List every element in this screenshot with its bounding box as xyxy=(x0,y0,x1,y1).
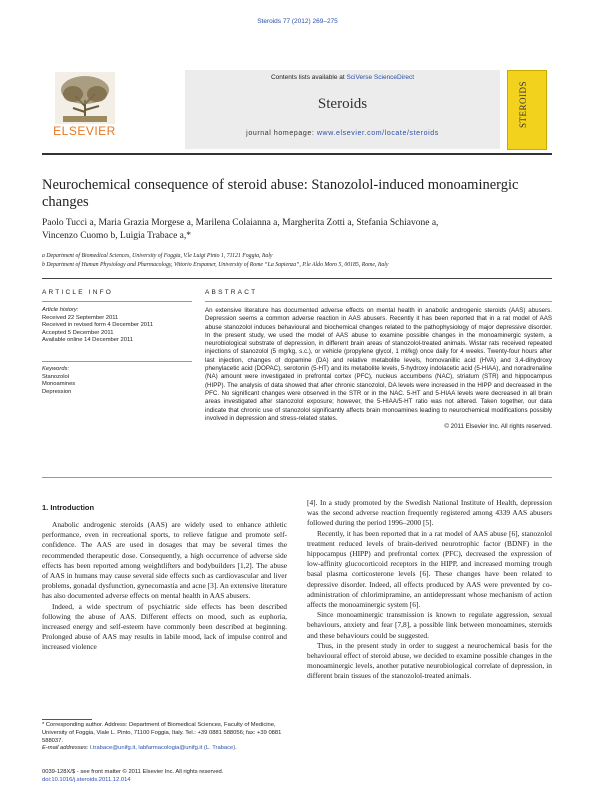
article-identifiers xyxy=(42,768,342,784)
intro-paragraph-6: Thus, in the present study in order to suggest a neurochemical basis for the behavioural effect of steroid abuse, we decided to examine possible changes in the monoaminergic levels, another putative neurobiological correlate of depression, in different brain tissues of the stanozolol-treated animals. xyxy=(307,640,552,681)
keywords xyxy=(42,366,192,396)
abstract-copyright: © 2011 Elsevier Inc. All rights reserved. xyxy=(444,423,552,431)
affiliation-a: a Department of Biomedical Sciences, University of Foggia, V.le Luigi Pinto 1, 71121 Foggia, Italy xyxy=(42,253,273,259)
article-title: Neurochemical consequence of steroid abuse: Stanozolol-induced monoaminergic changes xyxy=(42,177,519,210)
intro-paragraph-3: [4]. In a study promoted by the Swedish National Institute of Health, depression was the second adverse reaction frequently registered among 4339 AAS abusers followed during the period 1996–2000 [5]. xyxy=(307,498,552,528)
email-line xyxy=(42,745,287,753)
abstract-body xyxy=(205,307,552,431)
journal-name: Steroids xyxy=(317,96,368,112)
journal-cover-thumbnail[interactable] xyxy=(507,70,547,150)
divider xyxy=(205,301,552,302)
intro-paragraph-5: Since monoaminergic transmission is known to regulate aggression, sexual behaviours, anxiety and fear [7,8], a possible link between monoamines, steroids and these behaviours could be suggested. xyxy=(307,610,552,640)
homepage-prefix: journal homepage: xyxy=(246,130,317,137)
history-accepted: Accepted 5 December 2011 xyxy=(42,329,114,336)
divider xyxy=(42,301,192,302)
article-info-heading: ARTICLE INFO xyxy=(42,289,114,296)
divider xyxy=(42,477,552,478)
authors-line-1: Paolo Tucci a, Maria Grazia Morgese a, Marilena Colaianna a, Margherita Zotti a, Stefania Schiavone a, xyxy=(42,218,439,228)
homepage-link[interactable]: www.elsevier.com/locate/steroids xyxy=(316,130,439,137)
divider xyxy=(42,361,192,362)
history-revised: Received in revised form 4 December 2011 xyxy=(42,322,154,329)
abstract-heading: ABSTRACT xyxy=(205,289,258,296)
history-online: Available online 14 December 2011 xyxy=(42,337,133,344)
header-divider xyxy=(42,153,552,155)
contents-prefix: Contents lists available at xyxy=(270,74,347,81)
divider xyxy=(42,278,552,279)
elsevier-logo-text: ELSEVIER xyxy=(53,124,116,138)
authors-line-2: Vincenzo Cuomo b, Luigia Trabace a,* xyxy=(42,231,192,241)
corresponding-author: * Corresponding author. Address: Department of Biomedical Sciences, Faculty of Medicine, University of Foggia, Viale L. Pinto, 71100 Foggia, Italy. Tel.: +39 0881 588056; fax: +39 0881 588037. xyxy=(42,722,282,744)
keywords-label: Keywords: xyxy=(42,366,70,372)
intro-paragraph-1: Anabolic androgenic steroids (AAS) are widely used to enhance athletic performance, even in recreational sports, to relieve fatigue and promote self-confidence. The AAS are used in dosages that may be several times the recommended therapeutic dose. Consequently, a high occurrence of adverse side effects has been reported among weightlifters and bodybuilders [1,2]. The abuse of AAS in humans may cause several side effects such as cardiovascular and liver problems, gonadal dysfunction, gynecomastia and acne [3]. An extensive literature has also documented adverse effects on mental health in AAS abusers. xyxy=(42,520,287,601)
cover-title: STEROIDS xyxy=(518,81,528,129)
contents-line xyxy=(185,74,500,81)
intro-paragraph-4: Recently, it has been reported that in a rat model of AAS abuse [6], stanozolol treatment reduced levels of brain-derived neurotrophic factor (BDNF) in the hippocampus (HIPP) and prefrontal cortex (PFC), decreased the expression of low-affinity glucocorticoid receptors in the HIPP, and increased morning trough basal plasma corticosterone levels [6]. These changes have been related to depressive disorder. Indeed, all effects produced by AAS were prevented by co-administration of chlorimipramine, an antidepressant whose mechanism of action affects the monoaminergic system [6]. xyxy=(307,528,552,610)
sciencedirect-link[interactable]: SciVerse ScienceDirect xyxy=(346,74,415,81)
doi-link[interactable]: doi:10.1016/j.steroids.2011.12.014 xyxy=(42,777,131,783)
journal-homepage xyxy=(185,130,500,137)
affiliation-b: b Department of Human Physiology and Pharmacology, Vittorio Erspamer, University of Rome “La Sapienza”, P.le Aldo Moro 5, 00185, Rome, Italy xyxy=(42,262,389,268)
email-links[interactable]: l.trabace@unifg.it, labfarmacologia@unifg.it (L. Trabace). xyxy=(90,745,237,752)
article-history xyxy=(42,307,192,345)
keyword-item: Stanozolol xyxy=(42,373,70,380)
history-label: Article history: xyxy=(42,307,79,313)
issn-line: 0039-128X/$ - see front matter © 2011 Elsevier Inc. All rights reserved. xyxy=(42,769,224,775)
email-label: E-mail addresses: xyxy=(42,745,91,752)
footnote xyxy=(42,722,287,753)
keyword-item: Monoamines xyxy=(42,381,76,388)
intro-paragraph-2: Indeed, a wide spectrum of psychiatric side effects has been described following the abuse of AAS. Different effects on mood, such as euphoria, increased energy and self-esteem have commonly been described at beginning. Prolonged abuse of AAS may results in labile mood, lack of impulse control and increased violence xyxy=(42,601,287,652)
right-column xyxy=(307,498,552,682)
journal-reference[interactable]: Steroids 77 (2012) 269–275 xyxy=(257,18,338,25)
keyword-item: Depression xyxy=(42,388,72,395)
introduction-heading: 1. Introduction xyxy=(42,503,95,512)
elsevier-tree-logo-icon xyxy=(55,72,115,124)
footnote-divider xyxy=(42,719,92,720)
left-column xyxy=(42,520,287,653)
author-list xyxy=(42,217,552,243)
abstract-text: An extensive literature has documented adverse effects on mental health in anabolic androgenic steroids (AAS) abusers. Depression seems a common adverse reaction in AAS abusers. Recently it has been reported that in a rat model of AAS abuse stanozolol induces behavioural and biochemical changes related to the pathophysiology of major depressive disorder. In the present study, we used the model of AAS abuse to examine possible changes in the monoaminergic system, a neurobiological substrate of depression, in different brain areas of stanozolol-treated animals. Wistar rats received repeated injections of stanozolol (5 mg/kg, s.c.), or vehicle (propylene glycol, 1 ml/kg) once daily for 4 weeks. Twenty-four hours after last injection, changes of dopamine (DA) and relative metabolite levels, homovanillic acid (HVA) and 3,4-dihydroxy phenylacetic acid (DOPAC), serotonin (5-HT) and its metabolite levels, 5-hydroxy indolacetic acid (5-HIAA), and noradrenaline (NA) amount were investigated in prefrontal cortex (PFC), nucleus accumbens (NAC), striatum (STR) and hippocampus (HIPP). The analysis of data showed that after chronic stanozolol, DA levels were increased in the HIPP and decreased in the PFC. No significant changes were observed in the STR or in the NAC. 5-HT and 5-HIAA levels were decreased in all brain areas investigated after stanozolol exposure; however, the 5-HIAA/5-HT ratio was not altered. Taken together, our data indicate that chronic use of stanozolol significantly affects brain monoamines leading to neurochemical modifications possibly involved in depression and stress-related states. xyxy=(205,307,552,422)
affiliations xyxy=(42,252,552,270)
history-received: Received 22 September 2011 xyxy=(42,314,119,321)
